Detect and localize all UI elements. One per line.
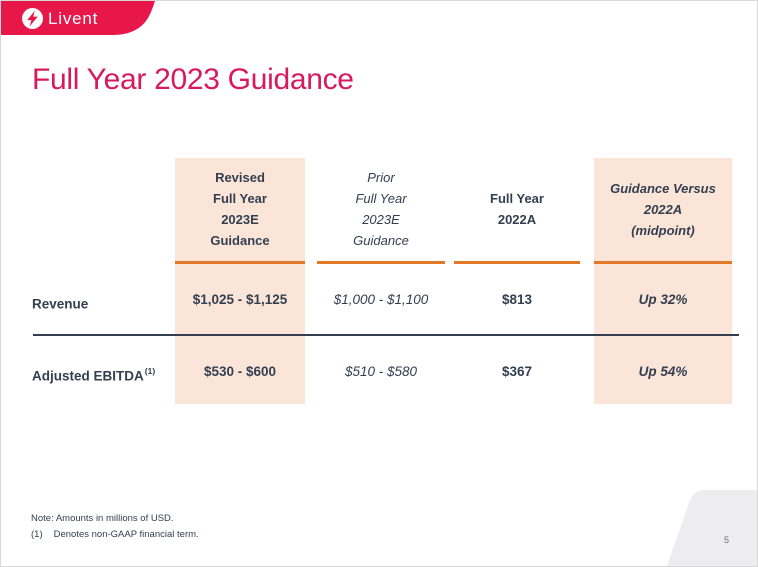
header-line: (midpoint) — [631, 222, 695, 238]
cell-ebitda-vs2022: Up 54% — [638, 364, 688, 379]
cell-revenue-fy2022: $813 — [501, 292, 533, 307]
header-underline — [454, 261, 580, 264]
header-line: Full Year — [213, 191, 267, 206]
header-line: 2023E — [362, 212, 400, 227]
footnote-text: Denotes non-GAAP financial term. — [53, 529, 199, 540]
header-line: 2023E — [221, 212, 259, 227]
header-line: Guidance Versus — [610, 180, 716, 196]
footnote-1 — [31, 527, 199, 543]
header-underline — [594, 261, 732, 264]
lightning-bolt-icon — [22, 8, 43, 29]
slide-title: Full Year 2023 Guidance — [32, 63, 354, 96]
footnotes — [31, 511, 199, 543]
row-divider — [33, 334, 739, 336]
logo — [22, 7, 98, 29]
column-header-prior — [317, 158, 445, 260]
header-line: Full Year — [355, 191, 407, 206]
footnote-note: Note: Amounts in millions of USD. — [31, 513, 174, 524]
row-label-text: Revenue — [32, 296, 89, 312]
cell-ebitda-revised: $530 - $600 — [203, 364, 277, 379]
header-line: Full Year — [490, 191, 544, 206]
row-label-revenue — [32, 292, 192, 313]
column-header-guidance-vs — [594, 158, 732, 260]
header-line: Guidance — [210, 233, 270, 248]
header-underline — [175, 261, 305, 264]
cell-ebitda-fy2022: $367 — [501, 364, 533, 379]
page-number: 5 — [723, 535, 729, 545]
corner-decoration — [667, 490, 757, 566]
header-line: 2022A — [643, 201, 683, 217]
footnote-marker: (1) — [31, 529, 43, 540]
cell-ebitda-prior: $510 - $580 — [344, 364, 418, 379]
header-line: Prior — [367, 170, 395, 185]
column-header-fy2022 — [454, 158, 580, 260]
row-label-superscript: (1) — [144, 366, 156, 376]
row-label-adjusted-ebitda — [32, 364, 192, 385]
cell-revenue-vs2022: Up 32% — [638, 292, 688, 307]
header-underline — [317, 261, 445, 264]
cell-revenue-prior: $1,000 - $1,100 — [333, 292, 429, 307]
row-label-text: Adjusted EBITDA — [32, 368, 144, 384]
column-header-revised — [175, 158, 305, 260]
logo-text: Livent — [48, 8, 99, 28]
header-line: 2022A — [497, 212, 537, 227]
header-line: Revised — [215, 170, 265, 185]
header-line: Guidance — [353, 233, 409, 248]
cell-revenue-revised: $1,025 - $1,125 — [192, 292, 288, 307]
